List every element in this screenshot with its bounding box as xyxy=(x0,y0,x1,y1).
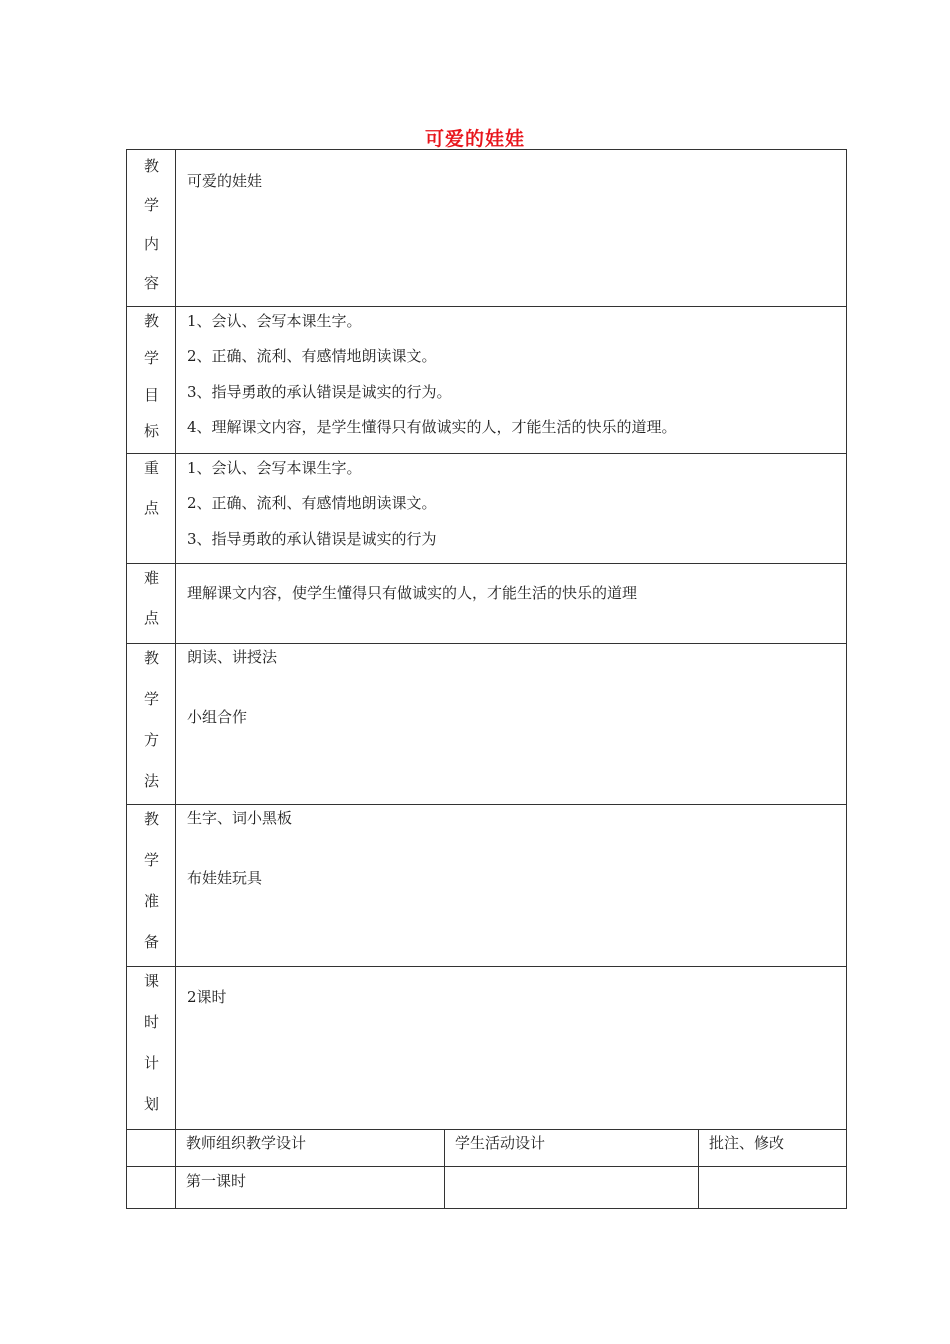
row-key-points xyxy=(127,454,846,564)
label-char: 教 xyxy=(143,157,159,175)
label-char: 难 xyxy=(143,569,159,587)
row-design-first xyxy=(127,1167,846,1208)
label-char: 标 xyxy=(143,422,159,440)
label-char: 点 xyxy=(143,499,159,517)
row-teaching-content xyxy=(127,150,846,307)
cell-teacher-design xyxy=(176,1130,445,1166)
label-char: 准 xyxy=(143,892,159,910)
label-char: 法 xyxy=(143,772,159,790)
label-char: 时 xyxy=(143,1013,159,1031)
label-char: 教 xyxy=(143,810,159,828)
cell-notes xyxy=(699,1167,846,1208)
label-char: 备 xyxy=(143,933,159,951)
label-char: 方 xyxy=(143,731,159,749)
label-char: 教 xyxy=(143,649,159,667)
content-line: 4、理解课文内容，是学生懂得只有做诚实的人，才能生活的快乐的道理。 xyxy=(187,418,677,436)
content-line: 布娃娃玩具 xyxy=(187,869,263,887)
row-teaching-goals xyxy=(127,307,846,454)
header-teacher: 教师组织教学设计 xyxy=(186,1134,307,1152)
label-char: 学 xyxy=(143,851,159,869)
header-notes: 批注、修改 xyxy=(709,1134,785,1152)
label-char: 划 xyxy=(143,1095,159,1113)
content-line: 1、会认、会写本课生字。 xyxy=(187,312,362,330)
cell-student-design xyxy=(445,1130,699,1166)
row-teaching-prep xyxy=(127,805,846,967)
content-line: 小组合作 xyxy=(187,708,248,726)
empty-cell xyxy=(127,1167,176,1208)
content-line: 可爱的娃娃 xyxy=(187,172,263,190)
content-line: 2、正确、流利、有感情地朗读课文。 xyxy=(187,347,437,365)
row-label xyxy=(127,564,176,643)
row-teaching-method xyxy=(127,644,846,805)
label-char: 目 xyxy=(143,386,159,404)
lesson-plan-table xyxy=(126,149,847,1209)
content-line: 朗读、讲授法 xyxy=(187,648,278,666)
label-char: 教 xyxy=(143,312,159,330)
label-char: 重 xyxy=(143,459,159,477)
label-char: 计 xyxy=(143,1054,159,1072)
row-label xyxy=(127,454,176,563)
row-lesson-plan xyxy=(127,967,846,1130)
label-char: 课 xyxy=(143,972,159,990)
cell-notes xyxy=(699,1130,846,1166)
cell-student-design xyxy=(445,1167,699,1208)
row-difficulty xyxy=(127,564,846,644)
content-line: 3、指导勇敢的承认错误是诚实的行为。 xyxy=(187,383,452,401)
row-label xyxy=(127,644,176,804)
empty-cell xyxy=(127,1130,176,1166)
label-char: 内 xyxy=(143,235,159,253)
row-label xyxy=(127,805,176,966)
row-design-header xyxy=(127,1130,846,1167)
row-label xyxy=(127,967,176,1129)
cell-teacher-design xyxy=(176,1167,445,1208)
content-line: 2、正确、流利、有感情地朗读课文。 xyxy=(187,494,437,512)
header-student: 学生活动设计 xyxy=(455,1134,546,1152)
content-line: 1、会认、会写本课生字。 xyxy=(187,459,362,477)
label-char: 学 xyxy=(143,196,159,214)
row-label xyxy=(127,150,176,306)
content-line: 2课时 xyxy=(187,988,227,1006)
content-line: 3、指导勇敢的承认错误是诚实的行为 xyxy=(187,530,437,548)
label-char: 学 xyxy=(143,690,159,708)
content-line: 生字、词小黑板 xyxy=(187,809,293,827)
first-lesson-label: 第一课时 xyxy=(186,1172,247,1190)
row-label xyxy=(127,307,176,453)
label-char: 容 xyxy=(143,274,159,292)
label-char: 学 xyxy=(143,349,159,367)
document-title: 可爱的娃娃 xyxy=(424,128,525,150)
content-line: 理解课文内容，使学生懂得只有做诚实的人，才能生活的快乐的道理 xyxy=(187,584,638,602)
label-char: 点 xyxy=(143,609,159,627)
